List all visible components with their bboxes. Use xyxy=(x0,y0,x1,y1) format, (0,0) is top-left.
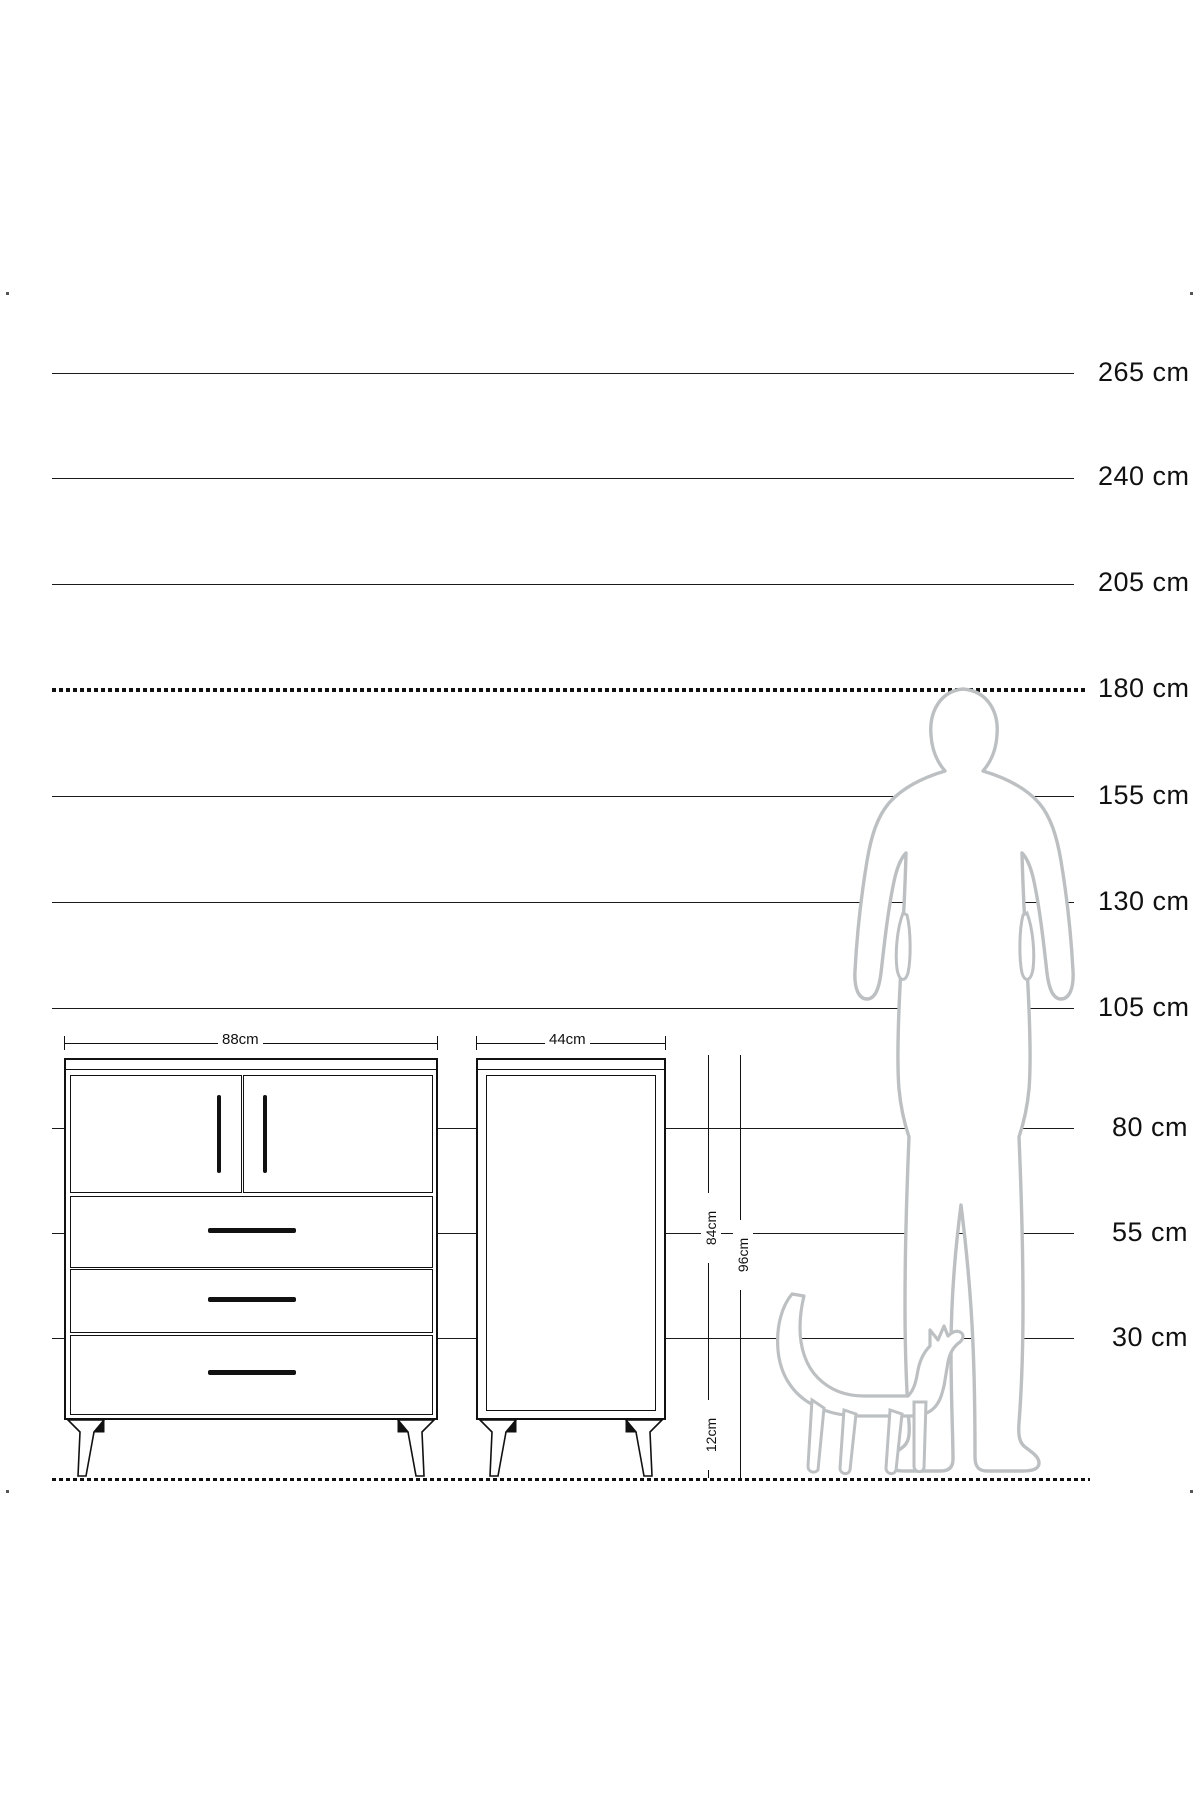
scale-line-205 xyxy=(52,584,1074,585)
cat-silhouette xyxy=(768,1290,984,1482)
dimension-label-84cm: 84cm xyxy=(701,1193,721,1263)
cabinet-top-panel xyxy=(476,1058,666,1070)
drawer-handle-1-icon[interactable] xyxy=(208,1228,296,1233)
sideboard-drawer-3[interactable] xyxy=(70,1335,433,1415)
scale-label-205: 205 cm xyxy=(1098,567,1190,597)
dimension-cap-right-88 xyxy=(437,1036,438,1050)
dimension-label-88cm: 88cm xyxy=(218,1031,263,1048)
scale-line-265 xyxy=(52,373,1074,374)
dimension-label-96cm: 96cm xyxy=(733,1220,753,1290)
scale-label-240: 240 cm xyxy=(1098,461,1190,491)
sideboard-door-right[interactable] xyxy=(243,1075,433,1193)
registration-dot-bottom-left xyxy=(6,1490,9,1493)
scale-label-155: 155 cm xyxy=(1098,780,1190,810)
dimension-label-44cm: 44cm xyxy=(545,1031,590,1048)
registration-dot-top-left xyxy=(6,292,9,295)
scale-label-105: 105 cm xyxy=(1098,992,1190,1022)
registration-dot-bottom-right xyxy=(1190,1490,1193,1493)
sideboard-legs xyxy=(64,1418,438,1480)
scale-label-55: 55 cm xyxy=(1112,1217,1189,1247)
scale-label-80: 80 cm xyxy=(1112,1112,1189,1142)
scale-label-180: 180 cm xyxy=(1098,673,1190,703)
door-handle-right-icon[interactable] xyxy=(263,1095,267,1173)
cabinet-legs xyxy=(476,1418,666,1480)
drawer-handle-3-icon[interactable] xyxy=(208,1370,296,1375)
scale-label-130: 130 cm xyxy=(1098,886,1190,916)
drawer-handle-2-icon[interactable] xyxy=(208,1297,296,1302)
scale-line-240 xyxy=(52,478,1074,479)
scale-label-30: 30 cm xyxy=(1112,1322,1189,1352)
dimension-cap-right-44 xyxy=(665,1036,666,1050)
scale-label-265: 265 cm xyxy=(1098,357,1190,387)
cabinet-door[interactable] xyxy=(486,1075,656,1411)
registration-dot-top-right xyxy=(1190,292,1193,295)
door-handle-left-icon[interactable] xyxy=(217,1095,221,1173)
dimension-cap-left-44 xyxy=(476,1036,477,1050)
sideboard-top-panel xyxy=(64,1058,438,1070)
dimension-cap-left-88 xyxy=(64,1036,65,1050)
dimension-label-12cm: 12cm xyxy=(701,1400,721,1470)
